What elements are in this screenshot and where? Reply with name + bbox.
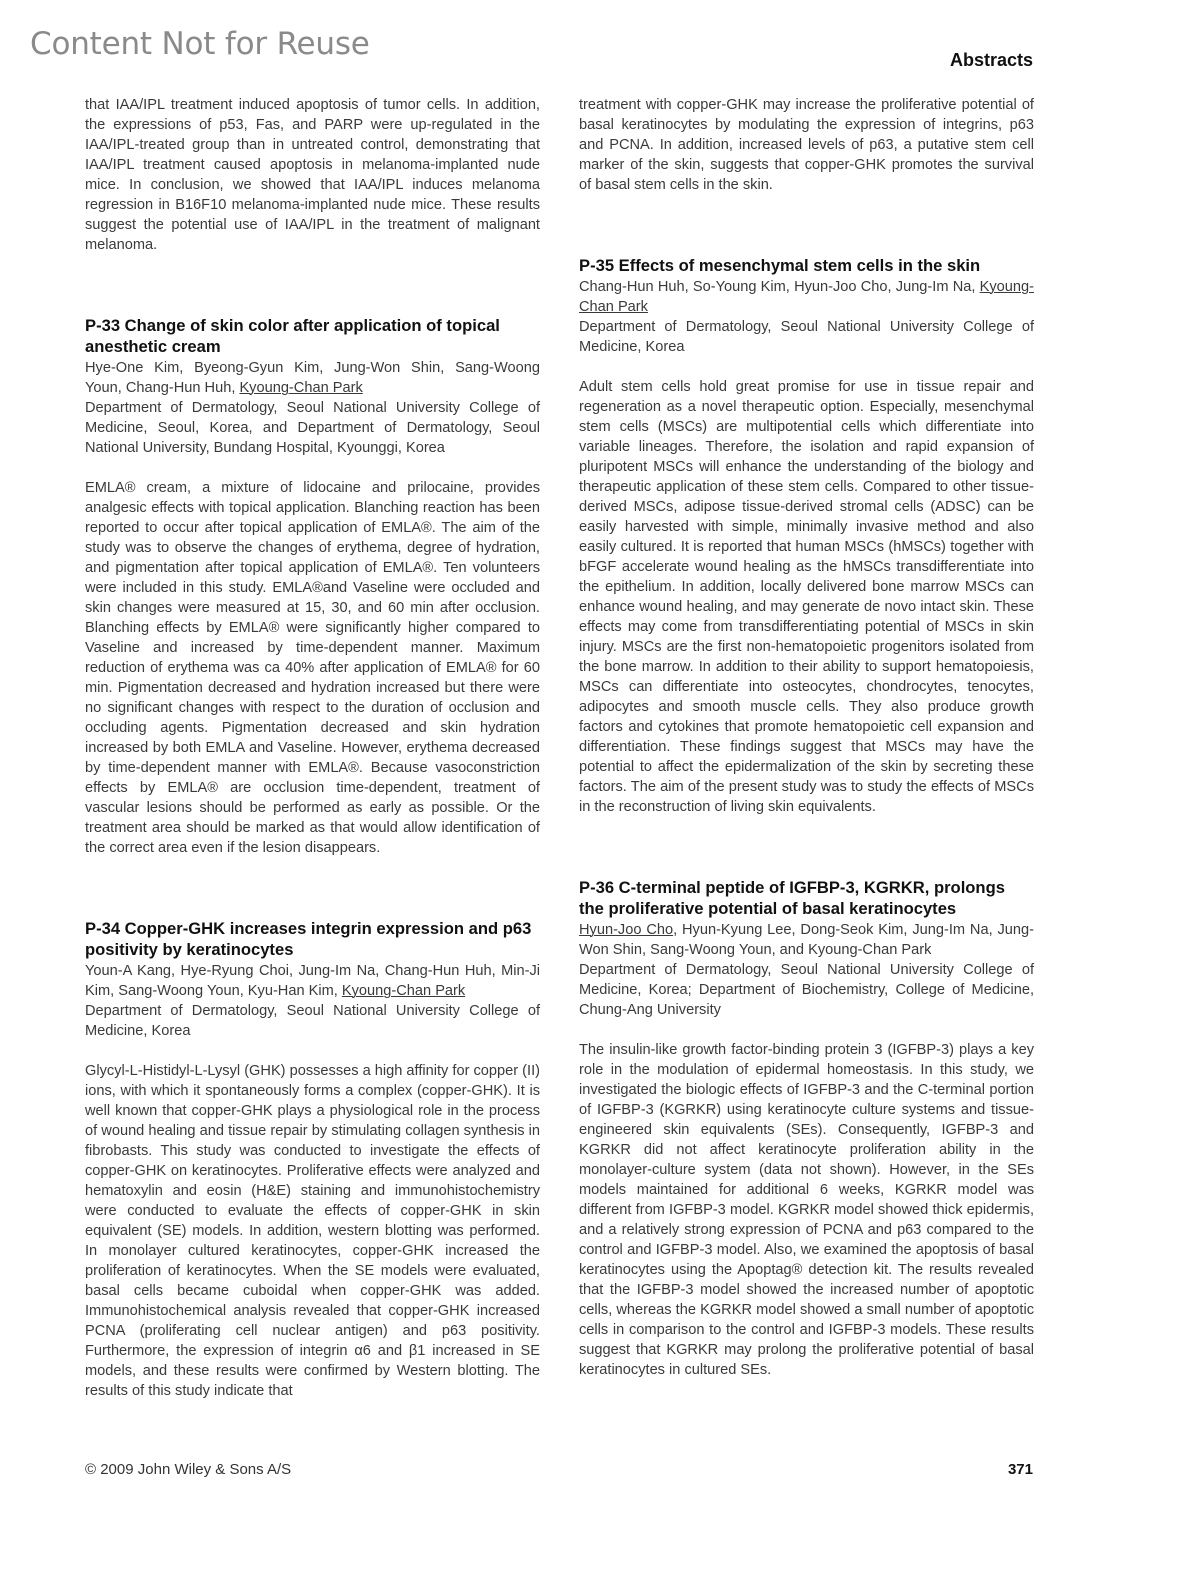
abstract-authors	[579, 277, 1034, 317]
abstract-p34	[85, 918, 540, 1401]
abstract-title: P-33 Change of skin color after application of topical anesthetic cream	[85, 316, 500, 356]
abstract-authors	[85, 358, 540, 398]
presenting-author: Kyoung-Chan Park	[341, 983, 466, 999]
abstract-body: Adult stem cells hold great promise for use in tissue repair and regeneration as a novel therapeutic option. Especially, mesenchymal stem cells (MSCs) are multipotential cells which differentiate into variable lineages. Therefore, the isolation and rapid expansion of pluripotent MSCs will enhance the understanding of the biology and therapeutic application of these stem cells. Compared to other tissue-derived MSCs, adipose tissue-derived stromal cells (ADSC) can be easily harvested with simple, minimally invasive method and also easily cultured. It is reported that human MSCs (hMSCs) together with bFGF accelerate wound healing as the hMSCs transdifferentiate into the epithelium. In addition, locally delivered bone marrow MSCs can enhance wound healing, and may generate de novo intact skin. These effects may come from transdifferentiating potential of MSCs in skin injury. MSCs are the first non-hematopoietic progenitors isolated from the bone marrow. In addition to their ability to support hematopoiesis, MSCs can differentiate into osteocytes, chondrocytes, tenocytes, adipocytes and smooth muscle cells. They also produce growth factors and cytokines that promote hematopoietic cell expansion and differentiation. These findings suggest that MSCs may have the potential to affect the epidermalization of the skin by secreting these factors. The aim of the present study was to study the effects of MSCs in the reconstruction of living skin equivalents.	[579, 379, 1034, 815]
page-number: 371	[1007, 1461, 1033, 1478]
author-list: Hye-One Kim, Byeong-Gyun Kim, Jung-Won Shin, Sang-Woong Youn, Chang-Hun Huh,	[85, 360, 540, 396]
author-list: , Hyun-Kyung Lee, Dong-Seok Kim, Jung-Im Na, Jung-Won Shin, Sang-Woong Youn, and Kyoung-Chan Park	[579, 922, 1034, 958]
abstract-authors	[85, 961, 540, 1001]
abstract-body: Glycyl-L-Histidyl-L-Lysyl (GHK) possesses a high affinity for copper (II) ions, with which it spontaneously forms a complex (copper-GHK). It is well known that copper-GHK plays a physiological role in the process of wound healing and tissue repair by stimulating collagen synthesis in fibrobasts. This study was conducted to investigate the effects of copper-GHK on keratinocytes. Proliferative effects were analyzed and hematoxylin and eosin (H&E) staining and immunohistochemistry were conducted to evaluate the effects of copper-GHK in skin equivalent (SE) models. In addition, western blotting was performed. In monolayer cultured keratinocytes, copper-GHK increased the proliferation of keratinocytes. When the SE models were evaluated, basal cells became cuboidal when copper-GHK was added. Immunohistochemical analysis revealed that copper-GHK increased PCNA (proliferating cell nuclear antigen) and p63 positivity. Furthermore, the expression of integrin α6 and β1 increased in SE models, and these results were confirmed by Western blotting. The results of this study indicate that	[85, 1063, 540, 1399]
continued-text: that IAA/IPL treatment induced apoptosis of tumor cells. In addition, the expressions of p53, Fas, and PARP were up-regulated in the IAA/IPL-treated group than in untreated control, demonstrating that IAA/IPL treatment caused apoptosis in melanoma-implanted nude mice. In conclusion, we showed that IAA/IPL induces melanoma regression in B16F10 melanoma-implanted nude mice. These results suggest the potential use of IAA/IPL in the treatment of malignant melanoma.	[85, 97, 540, 253]
abstract-affiliation: Department of Dermatology, Seoul National University College of Medicine, Seoul, Korea, and Department of Dermatology, Seoul National University, Bundang Hospital, Kyounggi, Korea	[85, 400, 540, 456]
left-column	[85, 95, 540, 1401]
presenting-author: Kyoung-Chan Park	[579, 279, 1034, 315]
author-list: Chang-Hun Huh, So-Young Kim, Hyun-Joo Cho, Jung-Im Na,	[579, 279, 980, 295]
abstract-affiliation: Department of Dermatology, Seoul National University College of Medicine, Korea; Department of Biochemistry, College of Medicine, Chung-Ang University	[579, 962, 1034, 1018]
abstract-title: P-34 Copper-GHK increases integrin expression and p63 positivity by keratinocytes	[85, 919, 532, 959]
abstract-title: P-36 C-terminal peptide of IGFBP-3, KGRKR, prolongs the proliferative potential of basal keratinocytes	[579, 878, 1005, 918]
abstract-body: The insulin-like growth factor-binding protein 3 (IGFBP-3) plays a key role in the modulation of epidermal homeostasis. In this study, we investigated the biologic effects of IGFBP-3 and the C-terminal portion of IGFBP-3 (KGRKR) using keratinocyte culture systems and tissue-engineered skin equivalents (SEs). Consequently, IGFBP-3 and KGRKR did not affect keratinocyte proliferation ability in the monolayer-culture system (data not shown). However, in the SEs models maintained for additional 6 weeks, KGRKR model was different from IGFBP-3 model. KGRKR model showed thick epidermis, and a relatively strong expression of PCNA and p63 compared to the control and IGFBP-3 model. Also, we examined the apoptosis of basal keratinocytes using the Apoptag® detection kit. The results revealed that the IGFBP-3 model showed the increased number of apoptotic cells, whereas the KGRKR model showed a small number of apoptotic cells in comparison to the control and IGFBP-3 models. These results suggest that KGRKR may prolong the proliferative potential of basal keratinocytes in cultured SEs.	[579, 1042, 1034, 1378]
abstract-p36	[579, 877, 1034, 1380]
watermark: Content Not for Reuse	[30, 26, 370, 62]
abstract-affiliation: Department of Dermatology, Seoul National University College of Medicine, Korea	[85, 1003, 540, 1039]
abstract-p35	[579, 255, 1034, 817]
continued-text: treatment with copper-GHK may increase the proliferative potential of basal keratinocytes by modulating the expression of integrins, p63 and PCNA. In addition, increased levels of p63, a putative stem cell marker of the skin, suggests that copper-GHK promotes the survival of basal stem cells in the skin.	[579, 97, 1034, 193]
running-head: Abstracts	[949, 50, 1033, 70]
abstract-body: EMLA® cream, a mixture of lidocaine and prilocaine, provides analgesic effects with topical application. Blanching reaction has been reported to occur after topical application of EMLA®. The aim of the study was to observe the changes of erythema, degree of hydration, and pigmentation after topical application of EMLA®. Ten volunteers were included in this study. EMLA®and Vaseline were occluded and skin changes were measured at 15, 30, and 60 min after occlusion. Blanching effects by EMLA® were significantly higher compared to Vaseline and increased by time-dependent manner. Maximum reduction of erythema was ca 40% after application of EMLA® for 60 min. Pigmentation decreased and hydration increased but there were no significant changes with respect to the duration of occlusion and occluding agents. Pigmentation decreased and skin hydration increased by both EMLA and Vaseline. However, erythema decreased by time-dependent manner with EMLA®. Because vasoconstriction effects by EMLA® are occlusion time-dependent, treatment of vascular lesions should be performed as early as possible. Or the treatment area should be marked as that would allow identification of the correct area even if the lesion disappears.	[85, 480, 540, 856]
abstract-title: P-35 Effects of mesenchymal stem cells in the skin	[579, 256, 981, 275]
abstract-authors	[579, 920, 1034, 960]
copyright: © 2009 John Wiley & Sons A/S	[85, 1461, 292, 1478]
right-column	[579, 95, 1034, 1380]
abstract-p33	[85, 315, 540, 858]
presenting-author: Hyun-Joo Cho	[579, 922, 674, 938]
abstract-affiliation: Department of Dermatology, Seoul National University College of Medicine, Korea	[579, 319, 1034, 355]
presenting-author: Kyoung-Chan Park	[239, 380, 363, 396]
author-list: Youn-A Kang, Hye-Ryung Choi, Jung-Im Na, Chang-Hun Huh, Min-Ji Kim, Sang-Woong Youn, Kyu-Han Kim,	[85, 963, 540, 999]
